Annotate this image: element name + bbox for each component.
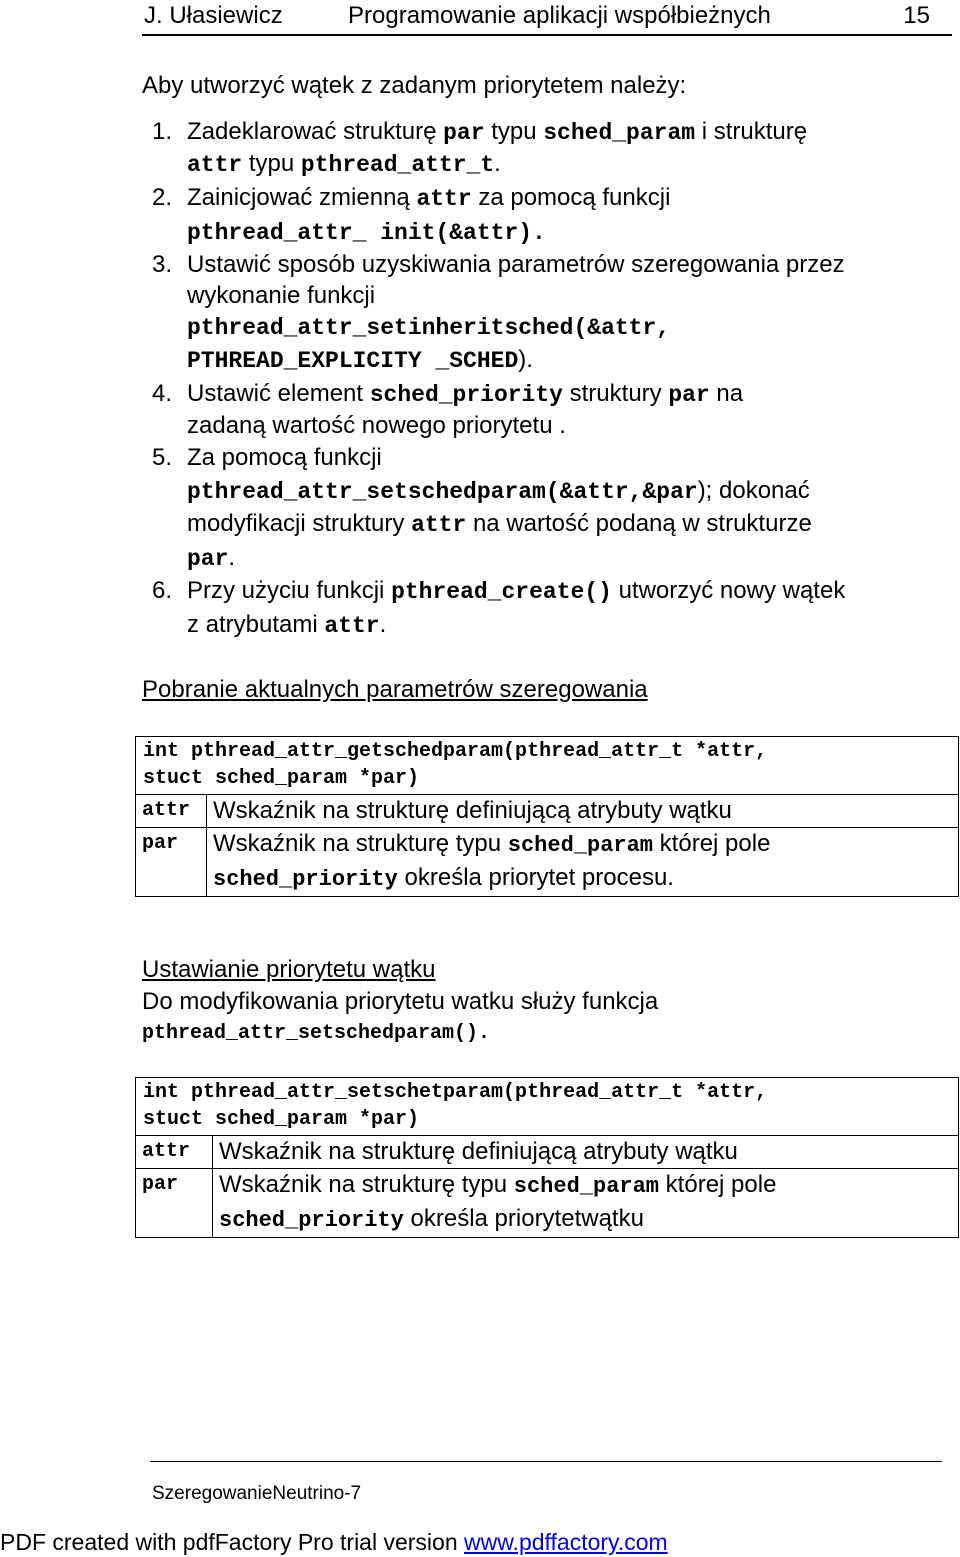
pdf-factory-notice: PDF created with pdfFactory Pro trial version www.pdffactory.com (0, 1529, 668, 1555)
param-name-par: par (136, 828, 207, 897)
param-desc-attr: Wskaźnik na strukturę definiującą atrybuty wątku (213, 1136, 959, 1169)
step-4-line-1: Ustawić element sched_priority struktury par na (187, 380, 744, 408)
header-author: J. Ułasiewicz (144, 2, 283, 29)
step-6-number: 6. (152, 577, 173, 604)
intro-text: Aby utworzyć wątek z zadanym priorytetem należy: (142, 72, 687, 99)
step-3-line-3: pthread_attr_setinheritsched(&attr, (187, 315, 671, 341)
step-3-line-2: wykonanie funkcji (187, 282, 376, 309)
get-params-table (135, 736, 959, 897)
step-3-line-4: PTHREAD_EXPLICITY _SCHED). (187, 346, 533, 374)
set-params-table (135, 1077, 959, 1238)
page-number: 15 (903, 2, 930, 29)
section-heading-set-priority: Ustawianie priorytetu wątku (142, 956, 436, 983)
step-2-number: 2. (152, 184, 173, 211)
step-1-line-2: attr typu pthread_attr_t. (187, 150, 501, 178)
footer-rule (150, 1461, 942, 1462)
step-6-line-2: z atrybutami attr. (187, 611, 387, 639)
step-5-line-2: pthread_attr_setschedparam(&attr,&par); dokonać (187, 477, 810, 505)
section-heading-get-params: Pobranie aktualnych parametrów szeregowania (142, 676, 648, 703)
step-4-number: 4. (152, 380, 173, 407)
step-1-line-1: Zadeklarować strukturę par typu sched_param i strukturę (187, 118, 808, 146)
set-priority-text: Do modyfikowania priorytetu watku służy funkcja (142, 988, 659, 1015)
step-3-line-1: Ustawić sposób uzyskiwania parametrów szeregowania przez (187, 251, 845, 278)
step-5-number: 5. (152, 444, 173, 471)
step-5-line-3: modyfikacji struktury attr na wartość podaną w strukturze (187, 510, 812, 538)
page-header (142, 0, 952, 36)
step-5-line-4: par. (187, 544, 236, 572)
param-name-attr: attr (136, 795, 207, 828)
param-desc-par: Wskaźnik na strukturę typu sched_param której pole sched_priority określa priorytet procesu. (207, 828, 959, 897)
step-1-number: 1. (152, 118, 173, 145)
set-params-signature: int pthread_attr_setschetparam(pthread_attr_t *attr, stuct sched_param *par) (136, 1078, 959, 1136)
step-2-line-1: Zainicjować zmienną attr za pomocą funkcji (187, 184, 671, 212)
step-6-line-1: Przy użyciu funkcji pthread_create() utworzyć nowy wątek (187, 577, 846, 605)
footer-label: SzeregowanieNeutrino-7 (152, 1483, 362, 1504)
param-name-par: par (136, 1169, 213, 1238)
header-title: Programowanie aplikacji współbieżnych (348, 2, 771, 29)
step-2-line-2: pthread_attr_ init(&attr). (187, 220, 546, 246)
step-4-line-2: zadaną wartość nowego priorytetu . (187, 412, 566, 439)
step-5-line-1: Za pomocą funkcji (187, 444, 382, 471)
step-3-number: 3. (152, 251, 173, 278)
pdffactory-link[interactable]: www.pdffactory.com (464, 1529, 668, 1555)
get-params-signature: int pthread_attr_getschedparam(pthread_attr_t *attr, stuct sched_param *par) (136, 737, 959, 795)
param-desc-attr: Wskaźnik na strukturę definiującą atrybuty wątku (207, 795, 959, 828)
param-desc-par: Wskaźnik na strukturę typu sched_param której pole sched_priority określa priorytetwątku (213, 1169, 959, 1238)
set-priority-function: pthread_attr_setschedparam(). (142, 1022, 491, 1045)
param-name-attr: attr (136, 1136, 213, 1169)
